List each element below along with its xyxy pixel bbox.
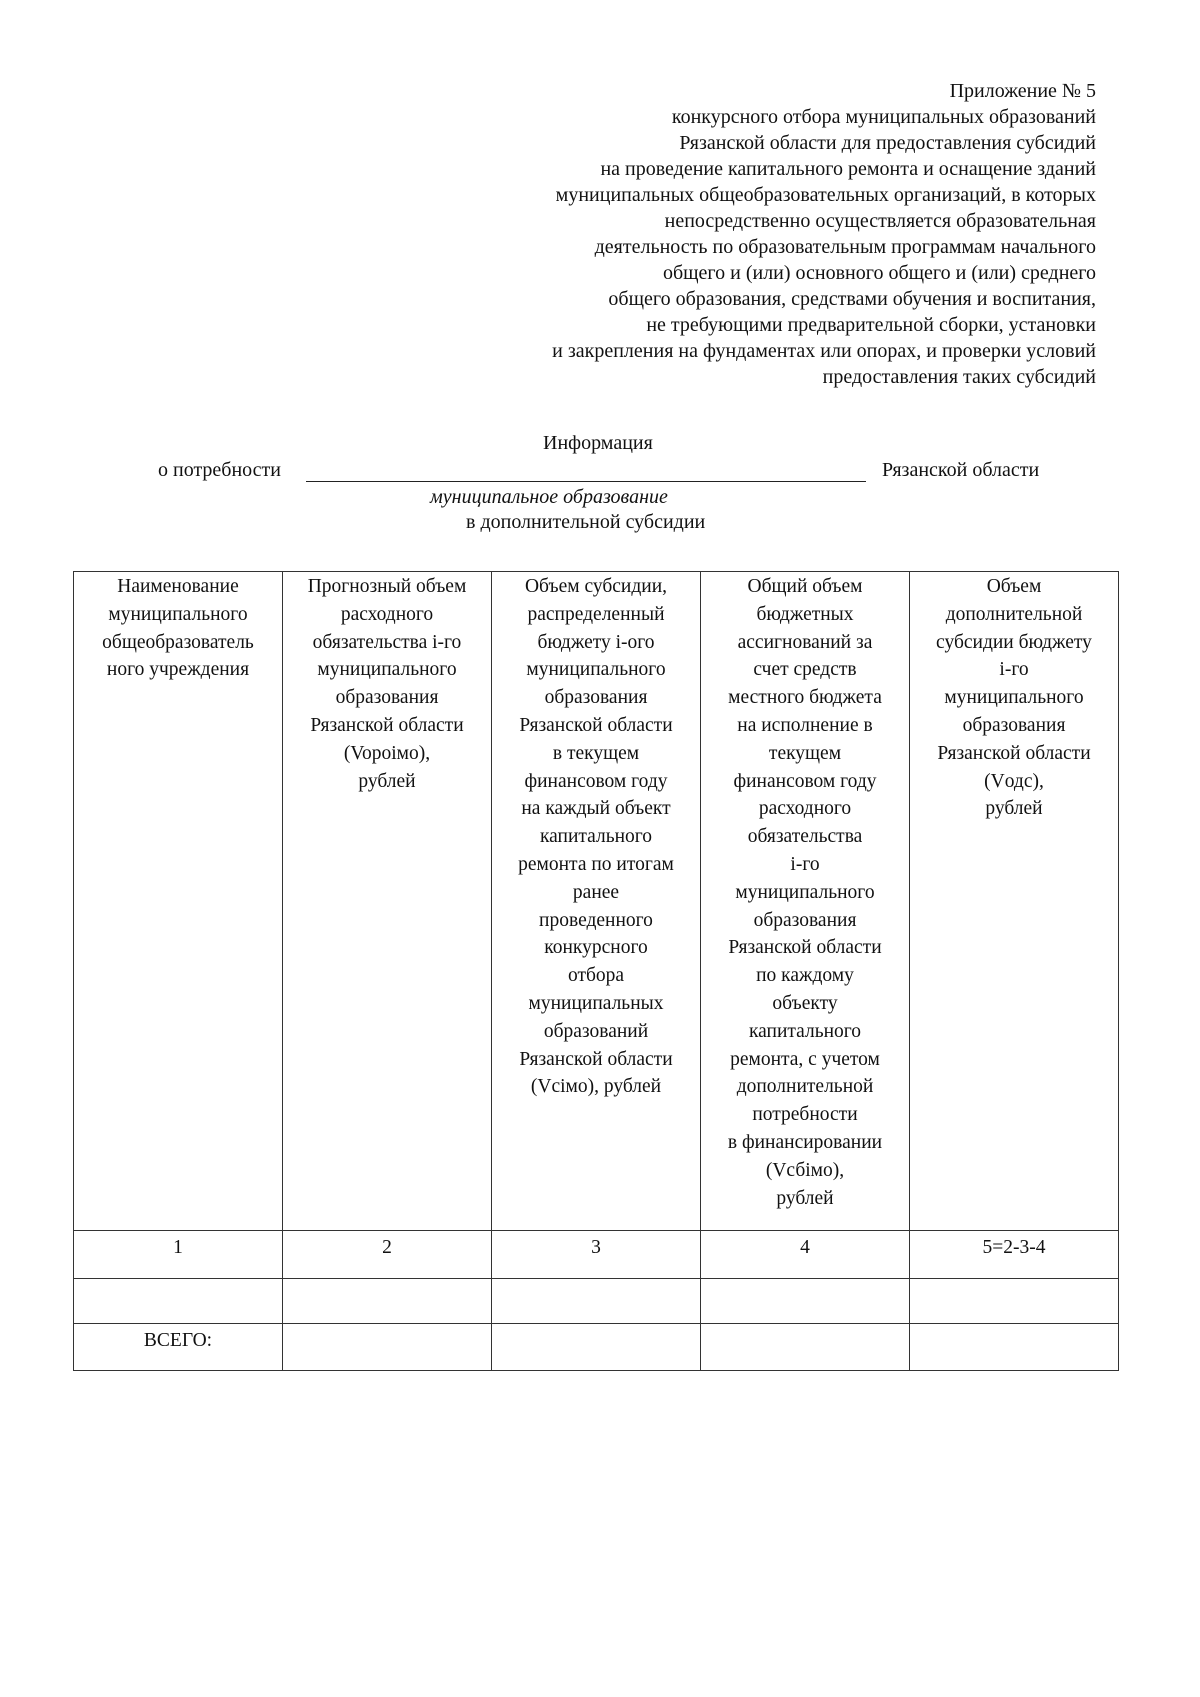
header-line: Объем субсидии, [524,576,668,597]
appendix-line: общего и (или) основного общего и (или) среднего [662,262,1096,284]
header-line: расходного [758,798,852,820]
municipality-blank-field[interactable] [306,459,866,482]
header-line: бюджетных [756,603,854,625]
data-cell[interactable] [701,1279,910,1324]
header-line: объекту [772,992,838,1014]
header-line: счет средств [753,659,857,681]
header-line: в текущем [552,742,640,764]
title-text: Информация [543,432,653,454]
header-cell-institution-name [74,572,283,1231]
header-row [74,572,1119,1231]
header-line: рублей [358,770,416,792]
header-line: на исполнение в [737,714,873,736]
total-cell[interactable] [701,1324,910,1371]
header-line: рублей [776,1187,834,1209]
header-line: муниципального [108,603,248,625]
header-cell-budget-allocations [701,572,910,1231]
total-cell[interactable] [492,1324,701,1371]
region-label: Рязанской области [882,459,1040,481]
total-label: ВСЕГО: [74,1324,283,1371]
header-line: бюджету i-ого [537,631,655,653]
header-line: финансовом году [524,770,668,792]
header-line: муниципального [317,659,457,681]
data-cell[interactable] [74,1279,283,1324]
need-label: о потребности [158,459,281,481]
blank-caption: муниципальное образование [430,486,668,508]
header-line: (Vодс), [984,770,1044,792]
appendix-line: конкурсного отбора муниципальных образований [671,106,1096,128]
header-line: образования [544,687,648,709]
header-line: конкурсного [544,937,648,959]
header-line: отбора [567,965,625,987]
column-number-cell: 3 [492,1231,701,1279]
header-line: муниципального [526,659,666,681]
total-row [74,1324,1119,1371]
header-line: расходного [340,603,434,625]
appendix-heading [376,78,1096,390]
header-line: ассигнований за [737,631,873,653]
header-line: образования [962,714,1066,736]
header-line: образования [335,687,439,709]
header-line: капитального [539,826,653,848]
header-line: образований [543,1020,649,1042]
header-line: муниципального [944,687,1084,709]
subsidy-table [73,571,1119,1371]
header-line: (Vopoiмо), [343,742,431,764]
header-line: Рязанской области [728,937,882,959]
header-line: i-го [790,853,820,875]
header-line: потребности [752,1104,858,1126]
column-number-cell: 5=2-3-4 [910,1231,1119,1279]
header-line: местного бюджета [728,687,882,709]
header-line: распределенный [527,603,665,625]
appendix-line: предоставления таких субсидий [822,366,1096,388]
header-line: Прогнозный объем [307,576,467,597]
total-cell[interactable] [283,1324,492,1371]
header-line: Рязанской области [519,714,673,736]
data-cell[interactable] [910,1279,1119,1324]
column-number-row [74,1231,1119,1279]
header-line: Объем [986,576,1042,597]
data-cell[interactable] [492,1279,701,1324]
header-cell-additional-subsidy [910,572,1119,1231]
header-line: образования [753,909,857,931]
header-line: в финансировании [727,1131,883,1153]
header-line: Рязанской области [937,742,1091,764]
header-line: ремонта, с учетом [730,1048,880,1070]
header-line: i-го [999,659,1029,681]
column-number-cell: 4 [701,1231,910,1279]
appendix-line: общего образования, средствами обучения и воспитания, [608,288,1096,310]
header-cell-forecast-volume [283,572,492,1231]
header-cell-subsidy-volume [492,572,701,1231]
header-line: обязательства [747,826,863,848]
header-line: проведенного [539,909,653,931]
header-line: муниципального [735,881,875,903]
appendix-line: деятельность по образовательным программам начального [594,236,1096,258]
header-line: текущем [768,742,842,764]
data-row [74,1279,1119,1324]
header-line: Наименование [117,576,239,597]
appendix-line: Приложение № 5 [949,80,1096,102]
appendix-line: муниципальных общеобразовательных организаций, в которых [555,184,1096,206]
header-line: финансовом году [733,770,877,792]
data-cell[interactable] [283,1279,492,1324]
header-line: рублей [985,798,1043,820]
appendix-line: и закрепления на фундаментах или опорах, и проверки условий [552,340,1096,362]
header-line: капитального [748,1020,862,1042]
header-line: (Vciмо), рублей [530,1076,662,1098]
appendix-line: на проведение капитального ремонта и оснащение зданий [600,158,1096,180]
appendix-line: не требующими предварительной сборки, установки [646,314,1096,336]
total-cell[interactable] [910,1324,1119,1371]
header-line: общеобразователь [102,631,254,653]
header-line: дополнительной [736,1076,874,1098]
header-line: Общий объем [747,576,863,597]
header-line: Рязанской области [519,1048,673,1070]
header-line: дополнительной [945,603,1083,625]
header-line: субсидии бюджету [936,631,1092,653]
header-line: на каждый объект [521,798,671,820]
header-line: Рязанской области [310,714,464,736]
column-number-cell: 2 [283,1231,492,1279]
column-number-cell: 1 [74,1231,283,1279]
subsidy-line: в дополнительной субсидии [466,511,706,533]
appendix-line: Рязанской области для предоставления субсидий [679,132,1096,154]
appendix-line: непосредственно осуществляется образовательная [664,210,1096,232]
header-line: ного учреждения [106,659,250,681]
header-line: муниципальных [528,992,664,1014]
header-line: по каждому [756,965,854,987]
header-line: ранее [572,881,620,903]
header-line: обязательства i-го [312,631,462,653]
need-line [158,459,1058,485]
header-line: (Vсбiмо), [765,1159,845,1181]
header-line: ремонта по итогам [518,853,674,875]
